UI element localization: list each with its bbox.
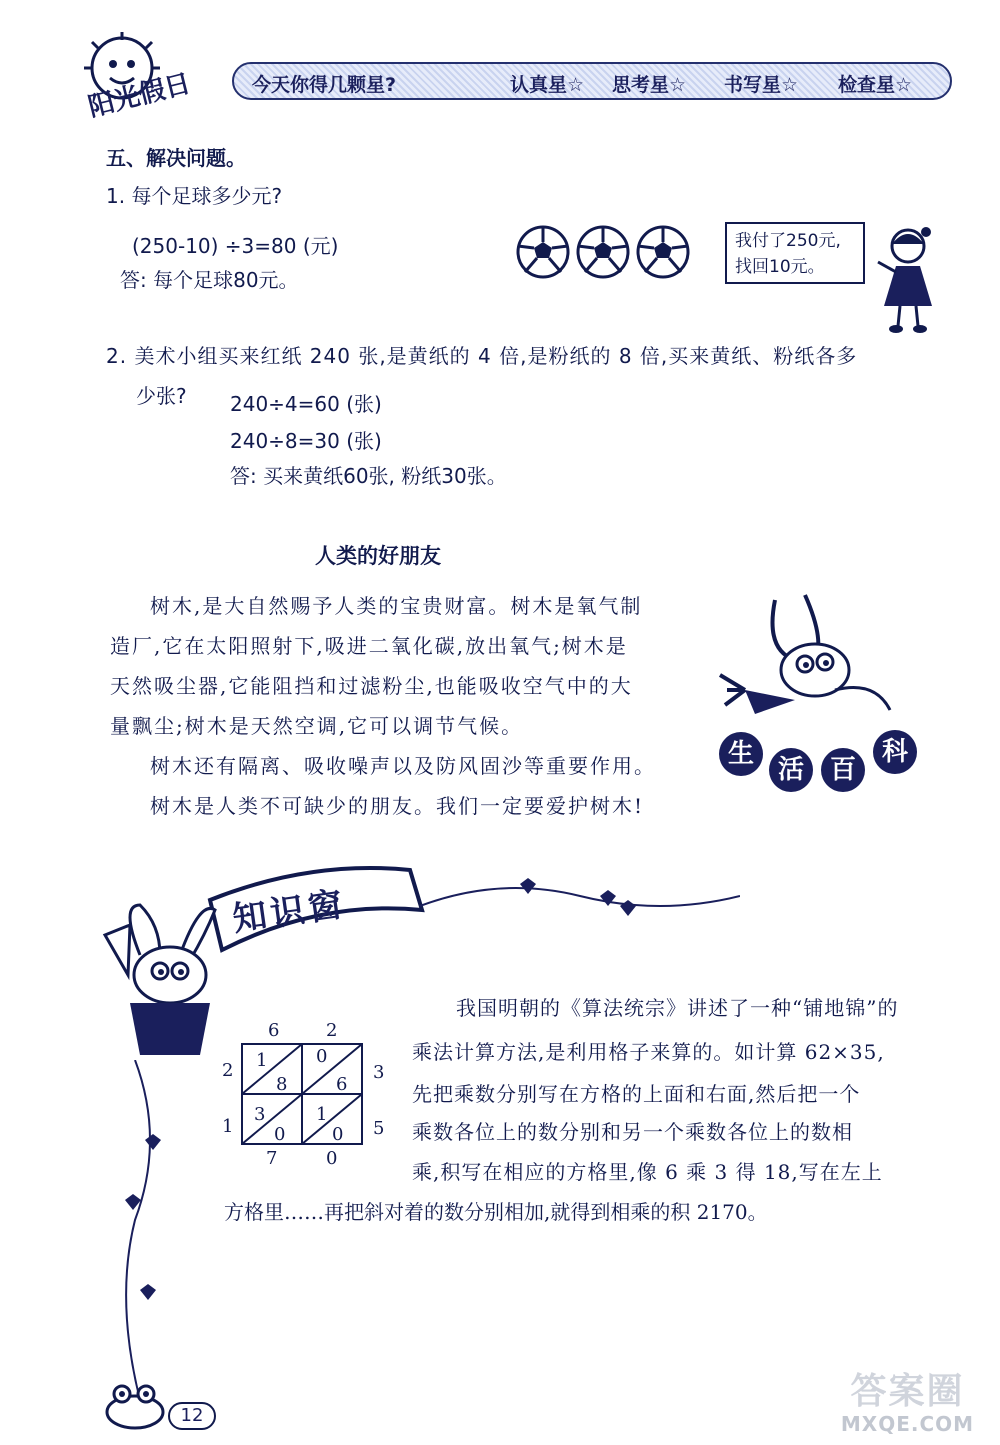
article-line: 树木,是大自然赐予人类的宝贵财富。树木是氧气制 — [150, 594, 643, 618]
knowledge-line: 乘数各位上的数分别和另一个乘数各位上的数相 — [412, 1120, 853, 1144]
rabbit-scholar-icon — [100, 895, 235, 1060]
soccer-ball-icon — [635, 224, 691, 280]
page-number: 12 — [168, 1402, 216, 1430]
knowledge-line: 方格里……再把斜对着的数分别相加,就得到相乘的积 2170。 — [224, 1200, 768, 1224]
knowledge-line: 乘,积写在相应的方格里,像 6 乘 3 得 18,写在左上 — [412, 1160, 883, 1184]
grid-bottom-digit: 0 — [326, 1148, 338, 1169]
watermark-text: 答案圈 — [850, 1371, 965, 1412]
soccer-ball-icon — [575, 224, 631, 280]
section-title: 五、解决问题。 — [106, 146, 246, 170]
q1-question: 1. 每个足球多少元? — [106, 184, 283, 208]
watermark — [820, 1372, 995, 1442]
knowledge-line: 我国明朝的《算法统宗》讲述了一种“铺地锦”的 — [456, 996, 899, 1020]
grid-bottom-digit: 7 — [266, 1148, 278, 1169]
knowledge-banner: 知识窗 — [230, 884, 349, 940]
star-earnest: 认真星☆ — [510, 74, 585, 96]
q2-question-line2: 少张? — [136, 384, 187, 408]
grid-right-digit: 3 — [373, 1062, 385, 1083]
star-thinking: 思考星☆ — [612, 74, 687, 96]
grid-cell-digit: 8 — [276, 1074, 288, 1095]
rabbit-carrot-icon — [715, 590, 895, 720]
article-line: 树木还有隔离、吸收噪声以及防风固沙等重要作用。 — [150, 754, 656, 778]
article-line: 量飘尘;树木是天然空调,它可以调节气候。 — [110, 714, 524, 738]
q2-answer: 答: 买来黄纸60张, 粉纸30张。 — [230, 464, 507, 488]
q2-formula-1: 240÷4=60 (张) — [230, 392, 382, 416]
speech-bubble — [725, 222, 865, 284]
grid-cell-digit: 0 — [332, 1124, 344, 1145]
grid-cell-digit: 0 — [274, 1124, 286, 1145]
star-prompt: 今天你得几颗星? — [252, 74, 397, 96]
badge-char: 科 — [873, 730, 917, 774]
grid-cell-digit: 3 — [254, 1104, 266, 1125]
q2-formula-2: 240÷8=30 (张) — [230, 429, 382, 453]
q1-formula: (250-10) ÷3=80 (元) — [132, 234, 339, 258]
grid-cell-digit: 1 — [256, 1050, 268, 1071]
q2-question-line1: 2. 美术小组买来红纸 240 张,是黄纸的 4 倍,是粉纸的 8 倍,买来黄纸、粉纸各多 — [106, 344, 858, 368]
girl-illustration-icon — [868, 222, 948, 337]
star-rating-bar — [232, 62, 952, 100]
grid-cell-digit: 0 — [316, 1046, 328, 1067]
article-line: 树木是人类不可缺少的朋友。我们一定要爱护树木! — [150, 794, 645, 818]
grid-right-digit: 5 — [373, 1118, 385, 1139]
star-checking: 检查星☆ — [838, 74, 913, 96]
bubble-line-1: 我付了250元, — [735, 231, 841, 251]
bubble-line-2: 找回10元。 — [735, 257, 825, 277]
vine-decoration-icon — [420, 866, 740, 926]
grid-left-digit: 1 — [222, 1116, 234, 1137]
article-title: 人类的好朋友 — [315, 544, 441, 568]
knowledge-line: 乘法计算方法,是利用格子来算的。如计算 62×35, — [412, 1040, 885, 1064]
article-line: 天然吸尘器,它能阻挡和过滤粉尘,也能吸收空气中的大 — [110, 674, 633, 698]
grid-top-digit: 6 — [268, 1020, 280, 1041]
badge-char: 生 — [719, 732, 763, 776]
knowledge-line: 先把乘数分别写在方格的上面和右面,然后把一个 — [412, 1082, 861, 1106]
q1-answer: 答: 每个足球80元。 — [120, 268, 299, 292]
header — [0, 0, 1000, 140]
grid-top-digit: 2 — [326, 1020, 338, 1041]
vine-left-decoration-icon — [105, 1060, 175, 1400]
lattice-grid — [218, 1020, 398, 1170]
grid-cell-digit: 6 — [336, 1074, 348, 1095]
badge-char: 活 — [769, 748, 813, 792]
brand-title: 阳光假日 — [85, 68, 194, 123]
soccer-ball-icon — [515, 224, 571, 280]
watermark-url: MXQE.COM — [840, 1412, 975, 1436]
frog-icon — [100, 1380, 170, 1430]
badge-life-encyclopedia — [715, 718, 925, 798]
star-writing: 书写星☆ — [724, 74, 799, 96]
grid-cell-digit: 1 — [316, 1104, 328, 1125]
article-line: 造厂,它在太阳照射下,吸进二氧化碳,放出氧气;树木是 — [110, 634, 628, 658]
badge-char: 百 — [821, 748, 865, 792]
grid-left-digit: 2 — [222, 1060, 234, 1081]
